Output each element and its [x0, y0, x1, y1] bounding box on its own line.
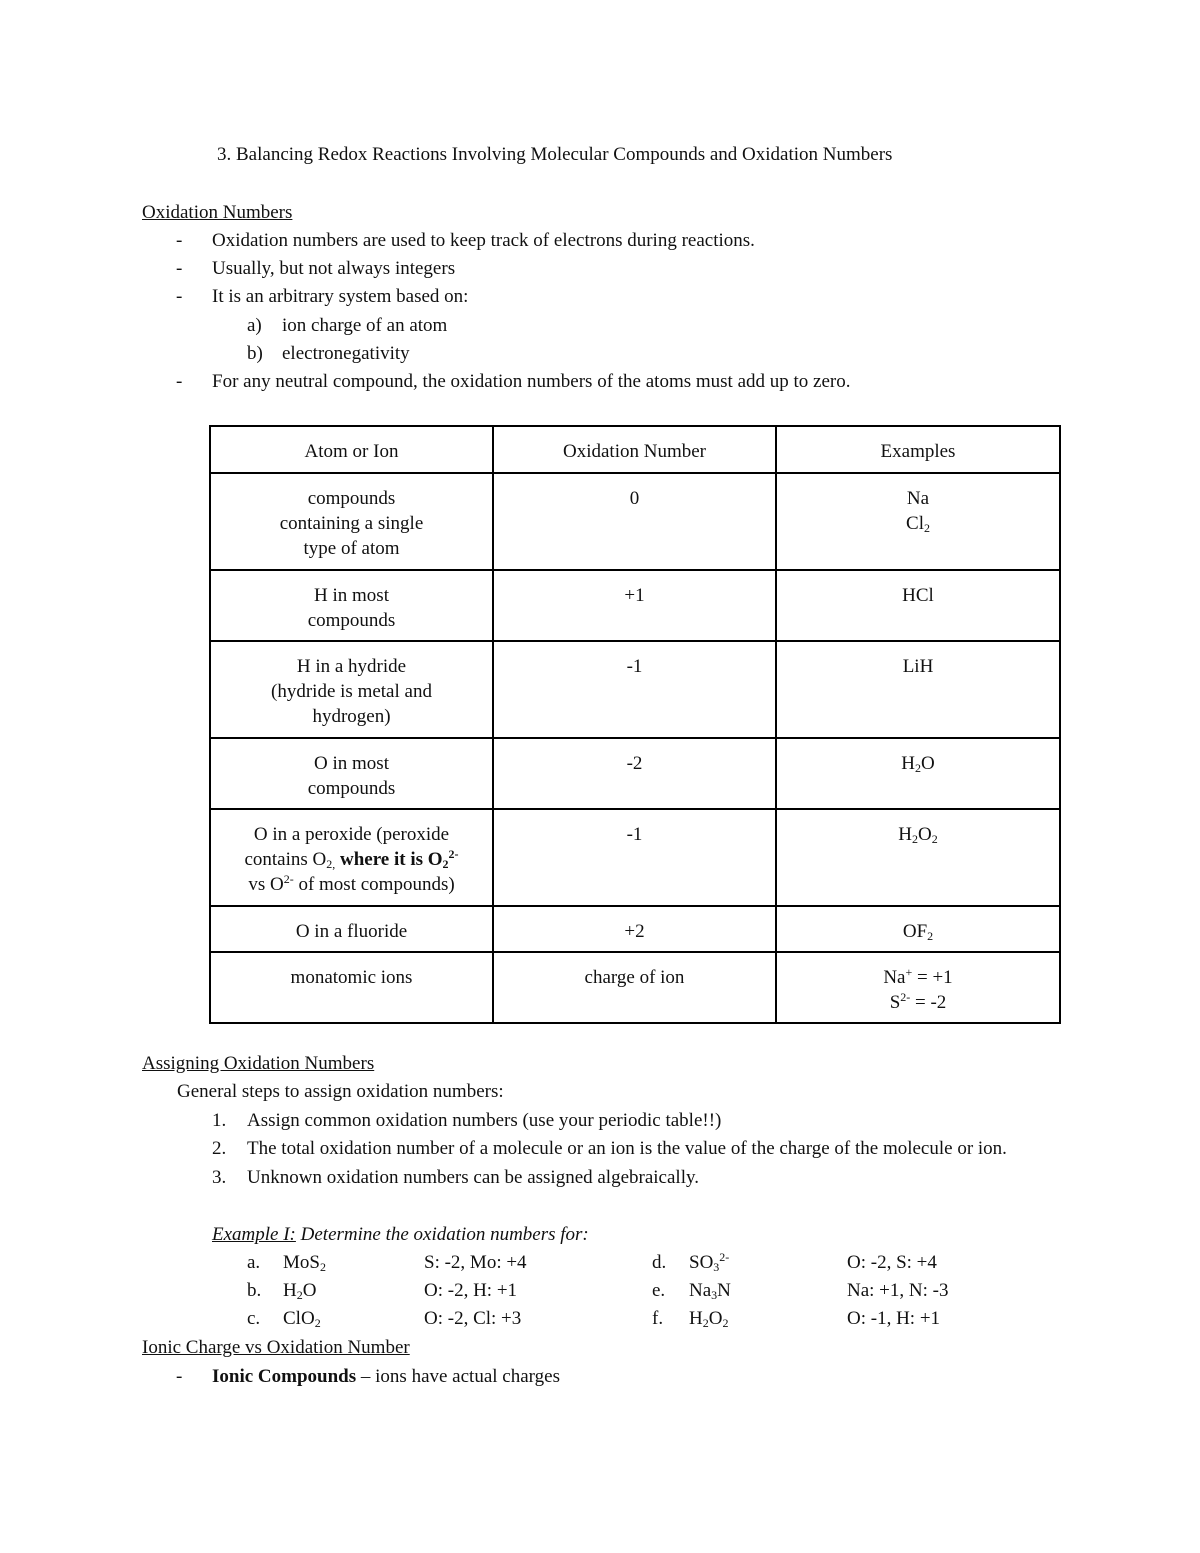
sub-item-marker: a) — [247, 315, 262, 336]
formula-superscript: + — [905, 965, 913, 979]
ox-cell: 0 — [493, 473, 776, 570]
formula-part: MoS — [283, 1252, 320, 1273]
example-answer: Na: +1, N: -3 — [847, 1280, 949, 1301]
example-label: Example I: — [212, 1224, 296, 1245]
formula-subscript: 2 — [296, 1288, 303, 1302]
table-header-cell: Oxidation Number — [493, 426, 776, 473]
example-answer: S: -2, Mo: +4 — [424, 1252, 527, 1273]
formula-superscript: 2- — [719, 1250, 730, 1264]
bullet-dash: - — [176, 1366, 183, 1387]
atom-cell — [210, 809, 493, 906]
example-marker: d. — [652, 1252, 667, 1273]
example-cell: HCl — [776, 570, 1060, 641]
atom-cell — [210, 738, 493, 809]
formula-subscript: 2 — [927, 929, 934, 943]
sub-item-marker: b) — [247, 343, 263, 364]
table-row — [210, 952, 1060, 1023]
section-heading-assigning: Assigning Oxidation Numbers — [142, 1053, 375, 1074]
example-prompt: Determine the oxidation numbers for: — [295, 1224, 589, 1245]
atom-cell — [210, 473, 493, 570]
ionic-bullet-text: – ions have actual charges — [356, 1366, 560, 1387]
formula-subscript: 2 — [923, 521, 930, 535]
example-answer: O: -1, H: +1 — [847, 1308, 941, 1329]
cell-line: hydrogen) — [312, 706, 391, 727]
example-cell — [776, 809, 1060, 906]
example-formula — [689, 1307, 728, 1331]
ox-cell: +1 — [493, 570, 776, 641]
step-number: 2. — [212, 1138, 227, 1159]
formula-superscript: 2- — [283, 872, 294, 886]
formula-part: H — [283, 1280, 297, 1301]
step-text: Unknown oxidation numbers can be assigned algebraically. — [247, 1167, 700, 1188]
example-cell — [776, 738, 1060, 809]
cell-line: H in most — [314, 585, 389, 606]
formula-part: O — [918, 824, 932, 845]
table-row — [210, 473, 1060, 570]
formula-part: N — [717, 1280, 731, 1301]
cell-text-bold: where it is O — [335, 849, 443, 870]
table-header-row — [210, 426, 1060, 473]
formula-part: = -2 — [910, 992, 947, 1013]
table-row — [210, 738, 1060, 809]
formula-part: S — [889, 992, 901, 1013]
bullet-text: Oxidation numbers are used to keep track of electrons during reactions. — [212, 230, 755, 251]
formula-subscript: 2 — [314, 1316, 321, 1330]
example-cell — [776, 906, 1060, 952]
cell-line — [217, 847, 486, 872]
bullet-dash: - — [176, 371, 183, 392]
formula-part: H — [689, 1308, 703, 1329]
cell-line: compounds — [307, 610, 396, 631]
cell-line: compounds — [307, 488, 396, 509]
formula-part: O — [921, 753, 935, 774]
cell-line — [217, 872, 486, 897]
page-title: 3. Balancing Redox Reactions Involving Molecular Compounds and Oxidation Numbers — [217, 144, 893, 165]
formula-part: ClO — [283, 1308, 315, 1329]
example-formula — [283, 1279, 316, 1303]
bullet-dash: - — [176, 258, 183, 279]
formula-subscript: 2 — [442, 857, 449, 871]
formula-part: Cl — [906, 513, 924, 534]
formula-part: OF — [902, 921, 928, 942]
formula-subscript: 3 — [711, 1288, 718, 1302]
ox-cell: +2 — [493, 906, 776, 952]
sub-item-text: electronegativity — [282, 343, 410, 364]
example-answer: O: -2, S: +4 — [847, 1252, 937, 1273]
cell-line — [783, 990, 1053, 1015]
bullet-dash: - — [176, 230, 183, 251]
formula-subscript: 2 — [722, 1316, 729, 1330]
cell-line: O in most — [314, 753, 389, 774]
formula-part: O — [708, 1308, 723, 1329]
ox-cell: -1 — [493, 809, 776, 906]
example-formula — [689, 1279, 731, 1303]
example-answer: O: -2, Cl: +3 — [424, 1308, 522, 1329]
cell-line: H in a hydride — [296, 656, 407, 677]
example-marker: e. — [652, 1280, 666, 1301]
bullet-text: Usually, but not always integers — [212, 258, 456, 279]
formula-subscript: 2 — [915, 761, 921, 775]
table-row — [210, 570, 1060, 641]
cell-text: contains O — [244, 849, 327, 870]
bullet-dash: - — [176, 286, 183, 307]
example-marker: c. — [247, 1308, 261, 1329]
atom-cell: monatomic ions — [210, 952, 493, 1023]
formula-subscript: 2 — [702, 1316, 709, 1330]
step-number: 3. — [212, 1167, 227, 1188]
cell-line: (hydride is metal and — [271, 681, 432, 702]
bullet-text: For any neutral compound, the oxidation numbers of the atoms must add up to zero. — [212, 371, 851, 392]
formula-superscript: 2- — [448, 847, 459, 861]
ionic-bullet — [212, 1365, 560, 1389]
formula-part: Na — [883, 967, 906, 988]
example-formula — [283, 1307, 321, 1331]
formula-subscript: 2 — [931, 832, 938, 846]
formula-part: = +1 — [912, 967, 953, 988]
ox-cell: charge of ion — [493, 952, 776, 1023]
table-header-cell: Examples — [776, 426, 1060, 473]
atom-cell: O in a fluoride — [210, 906, 493, 952]
table-row — [210, 906, 1060, 952]
formula-part: Na — [689, 1280, 712, 1301]
example-cell — [776, 952, 1060, 1023]
formula-subscript: 2 — [319, 1260, 326, 1274]
sub-item-text: ion charge of an atom — [282, 315, 448, 336]
cell-line — [783, 511, 1053, 536]
oxidation-number-table — [209, 425, 1061, 1024]
cell-line: compounds — [307, 778, 396, 799]
section-heading-oxidation-numbers: Oxidation Numbers — [142, 202, 293, 223]
ionic-bullet-bold: Ionic Compounds — [212, 1366, 357, 1387]
formula-subscript: 2, — [326, 857, 336, 871]
example-formula — [689, 1251, 729, 1275]
bullet-text: It is an arbitrary system based on: — [212, 286, 469, 307]
example-cell: LiH — [776, 641, 1060, 738]
section-heading-ionic-charge: Ionic Charge vs Oxidation Number — [142, 1337, 410, 1358]
cell-text: vs O — [248, 874, 284, 895]
atom-cell — [210, 570, 493, 641]
cell-line: containing a single — [279, 513, 424, 534]
formula-part: O — [302, 1280, 317, 1301]
formula-part: H — [898, 824, 912, 845]
formula-superscript: 2- — [900, 990, 911, 1004]
cell-line — [783, 965, 1053, 990]
ox-cell: -1 — [493, 641, 776, 738]
example-formula — [283, 1251, 326, 1275]
atom-cell — [210, 641, 493, 738]
formula-subscript: 3 — [713, 1260, 720, 1274]
cell-line: type of atom — [303, 538, 400, 559]
cell-line: Na — [906, 488, 930, 509]
example-marker: a. — [247, 1252, 261, 1273]
step-text: The total oxidation number of a molecule or an ion is the value of the charge of the molecule or ion. — [247, 1138, 1007, 1159]
example-marker: b. — [247, 1280, 262, 1301]
step-number: 1. — [212, 1110, 227, 1131]
assigning-intro: General steps to assign oxidation numbers: — [177, 1081, 504, 1102]
example-answer: O: -2, H: +1 — [424, 1280, 518, 1301]
example-marker: f. — [652, 1308, 664, 1329]
example-cell — [776, 473, 1060, 570]
table-row — [210, 641, 1060, 738]
formula-subscript: 2 — [912, 832, 918, 846]
example-heading — [212, 1223, 589, 1247]
table-header-cell: Atom or Ion — [210, 426, 493, 473]
formula-part: H — [901, 753, 915, 774]
ox-cell: -2 — [493, 738, 776, 809]
step-text: Assign common oxidation numbers (use your periodic table!!) — [247, 1110, 722, 1131]
cell-line: O in a peroxide (peroxide — [253, 824, 450, 845]
table-row — [210, 809, 1060, 906]
formula-part: SO — [689, 1252, 714, 1273]
cell-text: of most compounds) — [293, 874, 455, 895]
